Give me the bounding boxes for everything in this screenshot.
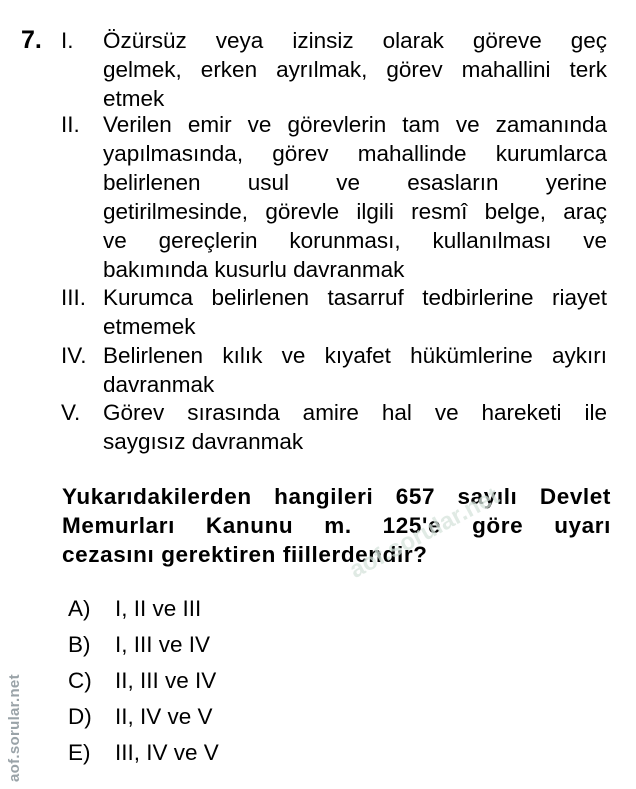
diagonal-watermark: aof.sorular.net — [345, 482, 504, 584]
stem-line: cezasını gerektiren fiillerdendir? — [62, 542, 428, 567]
option-a[interactable] — [68, 594, 219, 630]
option-d[interactable] — [68, 702, 219, 738]
statement-4 — [61, 341, 607, 399]
statement-line: ve gereçlerin korunması, kullanılması ve — [103, 228, 607, 253]
answer-options — [68, 594, 219, 774]
option-text: III, IV ve V — [115, 740, 219, 765]
statement-line: Belirlenen kılık ve kıyafet hükümlerine aykırı — [103, 343, 607, 368]
question-stem — [62, 482, 611, 569]
statement-line: Özürsüz veya izinsiz olarak göreve geç — [103, 28, 607, 53]
option-e[interactable] — [68, 738, 219, 774]
statement-line: Verilen emir ve görevlerin tam ve zamanında — [103, 112, 607, 137]
statement-numeral: III. — [61, 285, 87, 310]
question-number: 7. — [21, 26, 42, 54]
side-watermark: aof.sorular.net — [6, 674, 23, 782]
option-text: II, IV ve V — [115, 704, 213, 729]
statement-line: Kurumca belirlenen tasarruf tedbirlerine riayet — [103, 285, 607, 310]
statement-1 — [61, 26, 607, 113]
option-b[interactable] — [68, 630, 219, 666]
option-letter: D) — [68, 704, 92, 729]
stem-line: Yukarıdakilerden hangileri 657 sayılı Devlet — [62, 484, 611, 509]
statement-line: yapılmasında, görev mahallinde kurumlarca — [103, 141, 607, 166]
option-text: I, III ve IV — [115, 632, 211, 657]
statement-numeral: IV. — [61, 343, 87, 368]
statement-line: bakımında kusurlu davranmak — [103, 257, 405, 282]
option-letter: E) — [68, 740, 91, 765]
option-text: II, III ve IV — [115, 668, 217, 693]
statement-line: getirilmesinde, görevle ilgili resmî belge, araç — [103, 199, 607, 224]
statement-numeral: II. — [61, 112, 80, 137]
statement-numeral: I. — [61, 28, 74, 53]
statement-line: Görev sırasında amire hal ve hareketi ile — [103, 400, 607, 425]
statement-5 — [61, 398, 607, 456]
statement-line: saygısız davranmak — [103, 429, 304, 454]
stem-line: Memurları Kanunu m. 125'e göre uyarı — [62, 513, 611, 538]
option-letter: B) — [68, 632, 91, 657]
statement-line: etmek — [103, 86, 165, 111]
option-c[interactable] — [68, 666, 219, 702]
option-letter: A) — [68, 596, 91, 621]
option-text: I, II ve III — [115, 596, 202, 621]
statement-3 — [61, 283, 607, 341]
statement-line: belirlenen usul ve esasların yerine — [103, 170, 607, 195]
statement-line: etmemek — [103, 314, 196, 339]
statement-line: davranmak — [103, 372, 215, 397]
statement-2 — [61, 110, 607, 284]
statement-line: gelmek, erken ayrılmak, görev mahallini terk — [103, 57, 607, 82]
statement-numeral: V. — [61, 400, 81, 425]
option-letter: C) — [68, 668, 92, 693]
